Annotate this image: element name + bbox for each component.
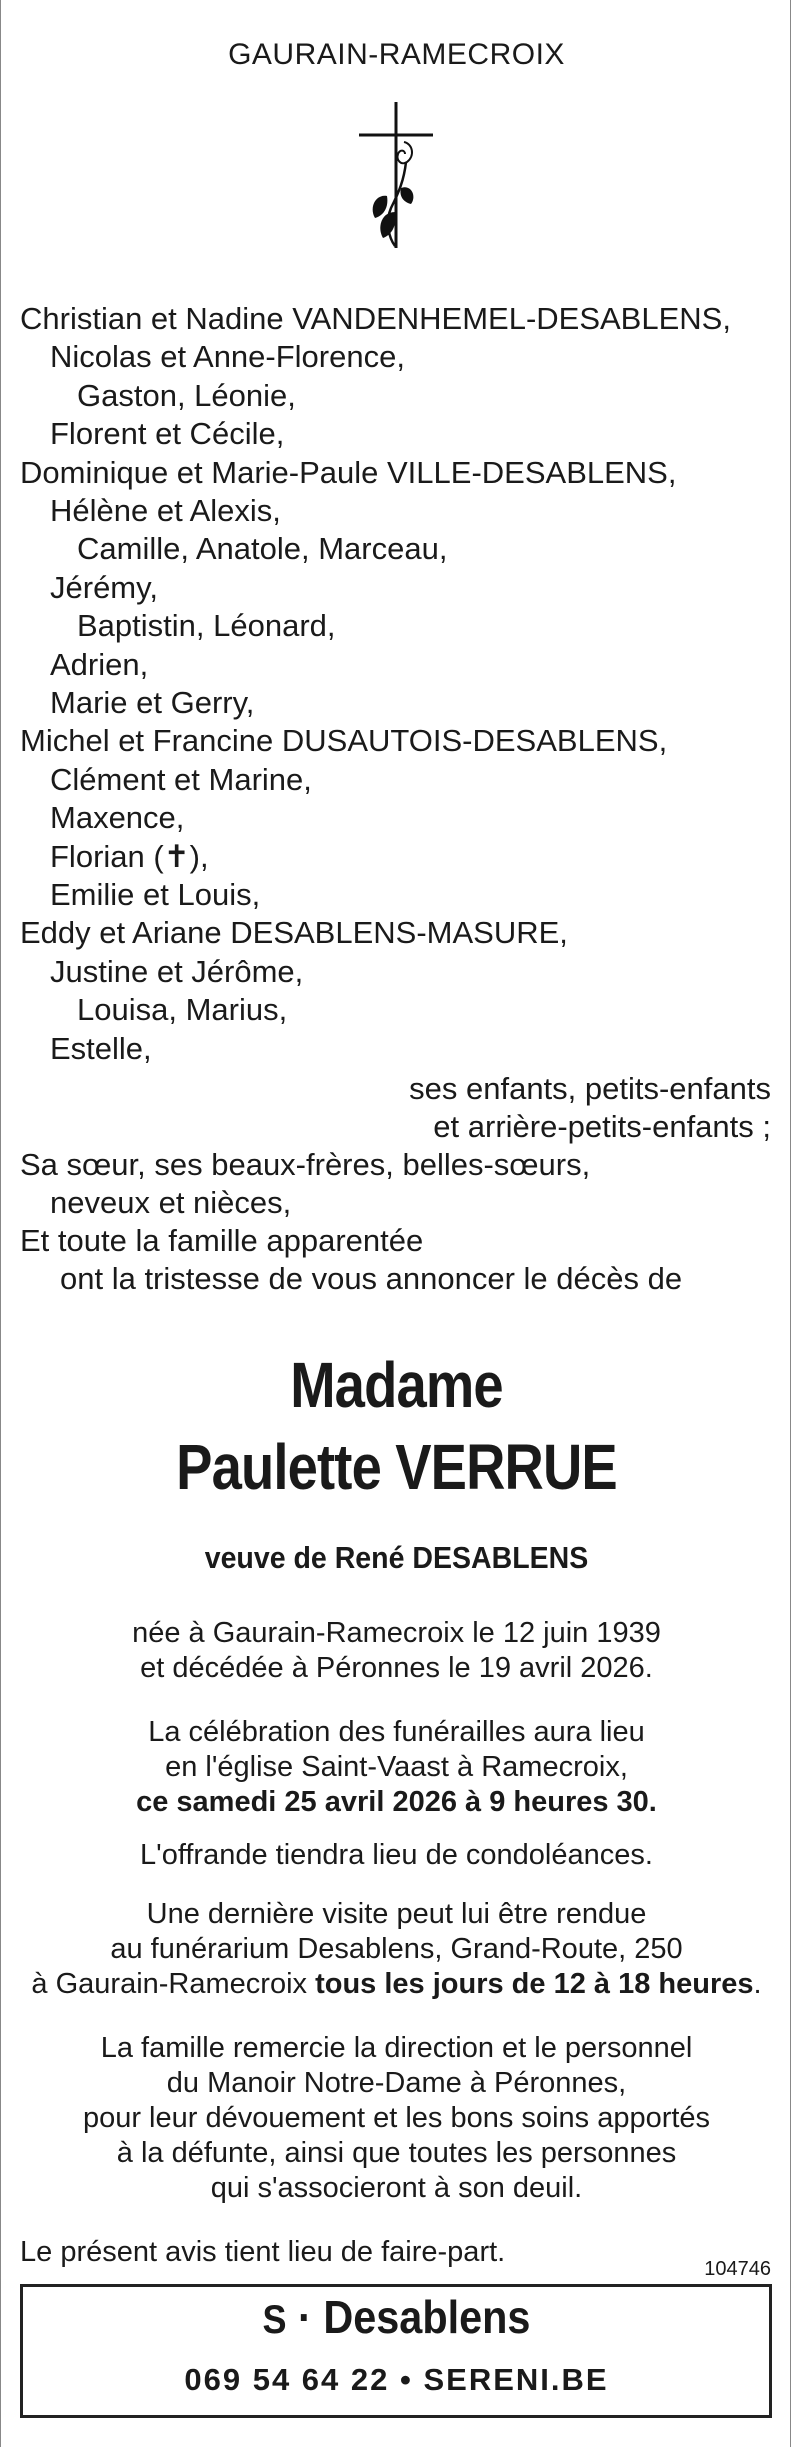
logo-mark: S bbox=[262, 2298, 287, 2342]
funeral-home-name: Desablens bbox=[323, 2291, 531, 2343]
website: SERENI.BE bbox=[423, 2362, 609, 2397]
family-line: Louisa, Marius, bbox=[77, 992, 288, 1028]
family-line: Justine et Jérôme, bbox=[50, 953, 304, 989]
birth-line: née à Gaurain-Ramecroix le 12 juin 1939 bbox=[132, 1617, 661, 1649]
family-line: Jérémy, bbox=[50, 569, 158, 605]
family-line: Adrien, bbox=[50, 646, 149, 682]
others-line-1: Sa sœur, ses beaux-frères, belles-sœurs, bbox=[20, 1147, 591, 1182]
family-line: Christian et Nadine VANDENHEMEL-DESABLENS, bbox=[20, 301, 731, 336]
family-line: Baptistin, Léonard, bbox=[77, 608, 336, 644]
others-line-2: neveux et nièces, bbox=[50, 1185, 292, 1220]
family-line: Dominique et Marie-Paule VILLE-DESABLENS, bbox=[20, 454, 677, 490]
thanks-line-1: La famille remercie la direction et le personnel bbox=[100, 2032, 693, 2064]
family-line: Nicolas et Anne-Florence, bbox=[50, 339, 405, 375]
family-line: Clément et Marine, bbox=[50, 761, 312, 797]
funeral-home-contact bbox=[1, 2362, 791, 2398]
family-line: Gaston, Léonie, bbox=[77, 377, 296, 413]
family-line: Marie et Gerry, bbox=[50, 685, 255, 720]
family-line: Hélène et Alexis, bbox=[50, 493, 281, 528]
thanks-line-3: pour leur dévouement et les bons soins apportés bbox=[82, 2102, 711, 2134]
visit-place: à Gaurain-Ramecroix bbox=[31, 1968, 316, 2000]
family-line: Estelle, bbox=[50, 1030, 152, 1066]
closing-note: Le présent avis tient lieu de faire-part. bbox=[20, 2236, 506, 2268]
family-line: Emilie et Louis, bbox=[50, 877, 261, 912]
family-line: Camille, Anatole, Marceau, bbox=[77, 531, 448, 567]
cross-with-rose-icon bbox=[351, 100, 441, 250]
others-line-3: Et toute la famille apparentée bbox=[20, 1223, 424, 1258]
funeral-line-1: La célébration des funérailles aura lieu bbox=[148, 1716, 645, 1748]
town-heading: GAURAIN-RAMECROIX bbox=[228, 38, 565, 71]
reference-number: 104746 bbox=[704, 2258, 771, 2280]
funeral-line-2: en l'église Saint-Vaast à Ramecroix, bbox=[165, 1751, 628, 1783]
family-line: Michel et Francine DUSAUTOIS-DESABLENS, bbox=[20, 723, 668, 759]
funeral-home-logo bbox=[41, 2290, 753, 2344]
visit-line-3 bbox=[1, 1967, 791, 2002]
deceased-name: Paulette VERRUE bbox=[176, 1431, 617, 1503]
others-line-4: ont la tristesse de vous annoncer le décès de bbox=[60, 1261, 683, 1296]
thanks-line-2: du Manoir Notre-Dame à Péronnes, bbox=[166, 2067, 627, 2099]
deceased-title: Madame bbox=[290, 1349, 503, 1421]
offering-note: L'offrande tiendra lieu de condoléances. bbox=[140, 1839, 653, 1871]
widow-of: veuve de René DESABLENS bbox=[204, 1540, 589, 1575]
visit-end: . bbox=[753, 1968, 762, 2000]
visit-line-2: au funérarium Desablens, Grand-Route, 250 bbox=[110, 1933, 683, 1965]
family-line: Florent et Cécile, bbox=[50, 416, 285, 452]
thanks-line-4: à la défunte, ainsi que toutes les personnes bbox=[116, 2137, 677, 2169]
death-line: et décédée à Péronnes le 19 avril 2026. bbox=[140, 1652, 653, 1684]
family-line: Eddy et Ariane DESABLENS-MASURE, bbox=[20, 915, 568, 951]
phone-number: 069 54 64 22 bbox=[184, 2362, 390, 2397]
visit-line-1: Une dernière visite peut lui être rendue bbox=[146, 1898, 647, 1930]
visit-hours: tous les jours de 12 à 18 heures bbox=[315, 1968, 754, 2000]
contact-separator: • bbox=[400, 2362, 413, 2397]
relation-line-2: et arrière-petits-enfants ; bbox=[433, 1109, 771, 1144]
thanks-line-5: qui s'associeront à son deuil. bbox=[210, 2172, 583, 2204]
family-line: Florian (✝), bbox=[50, 838, 209, 874]
relation-line-1: ses enfants, petits-enfants bbox=[409, 1071, 771, 1106]
logo-separator: · bbox=[298, 2291, 312, 2343]
funeral-date: ce samedi 25 avril 2026 à 9 heures 30. bbox=[136, 1786, 657, 1818]
family-line: Maxence, bbox=[50, 800, 185, 836]
